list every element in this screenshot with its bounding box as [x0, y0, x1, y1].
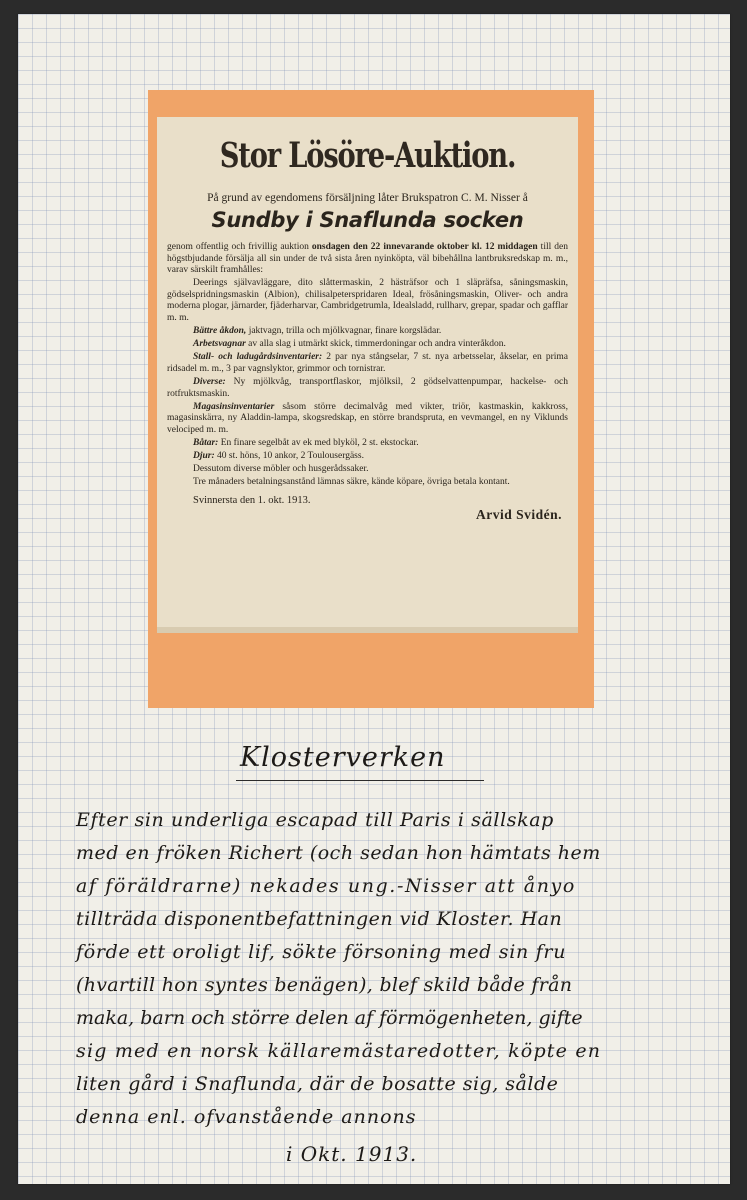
animals-text: 40 st. höns, 10 ankor, 2 Toulousergäss. — [217, 451, 364, 462]
heading-underline — [236, 780, 484, 781]
auction-machines: Deerings självavläggare, dito slåttermaskin, 2 hästräfsor och 1 släpräfsa, såningsmaskin, gödselspridningsmaskin (Albion), chilisalpeterspridaren Ideal, frösåningsmaskin, Oliver- och andra moderna plogar, järnarder, fjäderharvar, Cambridgetrumla, Idealsladd, rullharv, grepar, spadar och gafflar m. m. — [167, 278, 568, 324]
handwritten-line: (hvartill hon syntes benägen), blef skild både från — [76, 974, 573, 996]
handwritten-line: liten gård i Snaflunda, där de bosatte sig, sålde — [76, 1073, 559, 1095]
vehicles-text: jaktvagn, trilla och mjölkvagnar, finare korgslädar. — [248, 326, 442, 337]
clipping-edge — [157, 627, 578, 633]
handwritten-line: sig med en norsk källaremästaredotter, köpte en — [76, 1040, 602, 1062]
store-label: Magasinsinventarier — [193, 401, 275, 412]
auction-work-wagons — [167, 339, 568, 351]
auction-misc — [167, 377, 568, 400]
auction-furniture: Dessutom diverse möbler och husgerådssaker. — [193, 464, 369, 475]
handwritten-line: denna enl. ofvanstående annons — [76, 1106, 417, 1128]
auction-stall — [167, 352, 568, 375]
handwritten-line: maka, barn och större delen af förmögenheten, gifte — [76, 1007, 583, 1029]
stall-text: 2 par nya stångselar, 7 st. nya arbetsselar, åkselar, en prima ridsadel m. m., 3 par vagnslyktor, grimmor och tornistrar. — [167, 352, 569, 374]
archive-sheet — [18, 14, 730, 1184]
work-text: av alla slag i utmärkt skick, timmerdoningar och andra vinteråkdon. — [248, 339, 506, 350]
vehicles-label: Bättre åkdon, — [193, 326, 247, 337]
stall-label: Stall- och ladugårdsinventarier: — [193, 352, 323, 363]
handwritten-date: i Okt. 1913. — [286, 1142, 418, 1166]
handwritten-line: tillträda disponentbefattningen vid Kloster. Han — [76, 908, 563, 930]
handwritten-line: med en fröken Richert (och sedan hon hämtats hem — [76, 842, 601, 864]
auction-title: Stor Lösöre-Auktion. — [219, 135, 516, 176]
auction-signature: Arvid Svidén. — [475, 506, 562, 522]
handwritten-line: Efter sin underliga escapad till Paris i sällskap — [76, 809, 554, 831]
newspaper-clipping — [157, 117, 578, 627]
handwritten-line: förde ett oroligt lif, sökte försoning med sin fru — [76, 941, 567, 963]
animals-label: Djur: — [193, 451, 215, 462]
clipping-mount — [148, 90, 594, 708]
handwritten-line: af föräldrarne) nekades ung.-Nisser att ånyo — [76, 875, 576, 897]
auction-terms: Tre månaders betalningsanstånd lämnas säkre, kände köpare, övriga betala kontant. — [193, 477, 510, 488]
auction-vehicles — [167, 326, 568, 338]
auction-lead: På grund av egendomens försäljning låter Brukspatron C. M. Nisser å — [207, 192, 528, 204]
misc-text: Ny mjölkvåg, transportflaskor, mjölksil, 2 gödselvattenpumpar, hackelse- och rotfruktsmaskin. — [167, 377, 568, 399]
auction-date: Svinnersta den 1. okt. 1913. — [193, 494, 311, 506]
auction-place: Sundby i Snaflunda socken — [211, 208, 524, 232]
work-label: Arbetsvagnar — [193, 339, 246, 350]
auction-intro: genom offentlig och frivillig auktion onsdagen den 22 innevarande oktober kl. 12 middagen till den högstbjudande försälja all sin under de två sista åren nyinköpta, väl bibehållna lantbruksredskap m. m., varav särskilt framhålles: — [167, 242, 568, 276]
boats-label: Båtar: — [193, 438, 219, 448]
auction-animals — [167, 451, 568, 463]
misc-label: Diverse: — [193, 377, 226, 388]
boats-text: En finare segelbåt av ek med blyköl, 2 st. ekstockar. — [220, 438, 419, 448]
auction-store — [167, 402, 568, 437]
handwritten-heading: Klosterverken — [240, 742, 446, 773]
store-text: såsom större decimalvåg med vikter, triör, kastmaskin, kakkross, magasinskärra, ny Aladdin-lampa, skogsredskap, en större brandspruta, en vevmangel, en ny Viklunds velociped m. m. — [167, 401, 569, 435]
auction-boats — [167, 438, 568, 450]
